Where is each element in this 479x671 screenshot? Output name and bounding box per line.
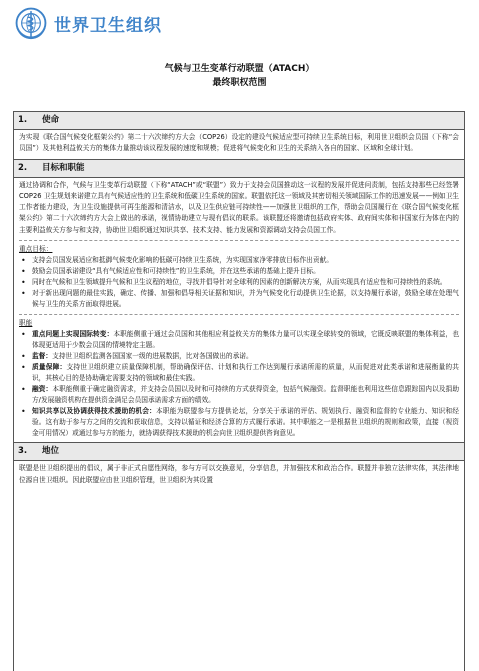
list-item (19, 406, 459, 439)
org-name: 世界卫生组织 (54, 15, 162, 36)
who-emblem-icon (14, 6, 48, 40)
section-title: 地位 (42, 446, 60, 457)
section-title: 目标和职能 (42, 162, 85, 173)
list-item: • 支持会员国发展适应和抵御气候变化影响的低碳可持续卫生系统，为实现国家净零排放目标作出贡献。 (19, 255, 459, 266)
list-item (19, 351, 459, 362)
title-line-2: 最终职权范围 (212, 78, 267, 88)
document-title (0, 62, 479, 90)
function-term: 重点问题上实现国际转变： (32, 329, 114, 338)
list-item: • 对于新出现问题的最佳实践，确定、传播、加强和倡导相关证据和知识，并为气候变化行动提供卫生论据，以支持履行承诺，鼓励全球在处理气候与卫生的关系方面取得进展。 (19, 288, 459, 310)
title-line-1: 气候与卫生变革行动联盟（ATACH） (164, 64, 315, 74)
function-term: 融资： (32, 385, 53, 394)
functions-label: 职能 (19, 318, 33, 327)
function-text: 本职能侧重于确定融资需求，并支持会员国以及时和可持续的方式获得资金，包括气候融资。监督职能也利用这些信息跟踪国内以及捐助方/发展融资机构在提供资金满足会员国承诺需求方面的绩效。 (32, 385, 460, 405)
function-text: 本职能为联盟参与方提供论坛，分享关于承诺的评估、规划执行、融资和监督的专业能力、知识和经验。这有助于参与方之间的交流和获取信息，支持以循证和经济合算的方式履行承诺。其中职能之一是根据世卫组织的规则和政策，直接（视资金可用情况）或通过参与方的能力，就协调获得技术援助的机会向世卫组织提供咨询意见。 (32, 407, 460, 438)
list-item (19, 329, 459, 351)
position-body: 联盟是世卫组织提出的倡议，属于非正式自愿性网络，参与方可以交换意见，分享信息，并加强技术和政治合作。联盟并非独立法律实体，其法律地位源自世卫组织。因此联盟应由世卫组织管理，世卫组织为其设置 (19, 464, 459, 484)
function-text: 本职能侧重于通过会员国和其他相应利益攸关方的集体力量可以实现全球转变的领域，它既反映联盟的集体利益，也体现更适用于少数会员国的情境特定主题。 (32, 329, 460, 349)
function-term: 知识共享以及协调获得技术援助的机会： (32, 407, 157, 416)
list-item (19, 362, 459, 384)
section-heading-position (14, 442, 464, 461)
section-heading-mission (14, 112, 464, 130)
functions-list (14, 329, 464, 443)
document-table (13, 111, 465, 671)
function-term: 质量保障： (32, 362, 67, 371)
function-text: 支持世卫组织监测各国国家一级的进展数据，比对各国做出的承诺。 (52, 351, 253, 360)
mission-body: 为实现《联合国气候变化框架公约》第二十六次缔约方大会（COP26）设定的建设气候适应型可持续卫生系统目标，利用世卫组织会员国（下称“会员国”）及其他利益攸关方的集体力量推动该议程发展的速度和规模；促进将气候变化和卫生的关系纳入各自的国家、区域和全球计划。 (19, 133, 459, 153)
section-title: 使命 (42, 115, 60, 125)
objectives-label: 重点目标： (19, 245, 53, 254)
list-item: • 鼓励会员国承诺建设“具有气候适应性和可持续性”的卫生系统，并在这些承诺的基础上提升目标。 (19, 266, 459, 277)
list-item (19, 384, 459, 406)
goals-body: 通过协调和合作，气候与卫生变革行动联盟（下称“ATACH”或“联盟”）致力于支持会员国推动这一议程的发展并促进问责制，包括支持那些已经签署 COP26 卫生规划来诺建立具有气候适应性的卫生系统和低碳卫生系统的国家。联盟依托这一领域及其密切相关领域国际工作的迅速发展——例如卫生工作者能力建设，为卫生设施提供可再生能源和清洁水，以及卫生供应链可持续性——加强世卫组织的工作，帮助会员国履行在《联合国气候变化框架公约》第二十六次缔约方大会上做出的承诺，视情协助建立与现有倡议的联系。该联盟还将邀请包括政府实体、政府间实体和非国家行为体在内的主要利益攸关方参与和支持，协助世卫组织通过知识共享、技术支持、能力发展和资源调动支持会员国工作。 (19, 180, 459, 234)
header (14, 3, 162, 43)
function-term: 监督： (32, 351, 53, 360)
section-heading-goals (14, 159, 464, 178)
list-item: • 同时在气候和卫生领域提升气候和卫生议程的地位，寻找并倡导针对全球利的因素的创新解决方案，从而实现具有适应性和可持续性的系统。 (19, 277, 459, 288)
function-text: 支持世卫组织建立质量保障机制，帮助确保评估、计划和执行工作达到履行承诺所需的质量，从而促进对此类承诺和进展衡量的共识，其核心目的是协助确定需要支持的领域和最佳实践。 (32, 362, 459, 382)
section-number: 1. (18, 115, 28, 125)
section-number: 2. (18, 162, 28, 173)
section-number: 3. (18, 446, 28, 457)
objectives-list (14, 255, 464, 313)
